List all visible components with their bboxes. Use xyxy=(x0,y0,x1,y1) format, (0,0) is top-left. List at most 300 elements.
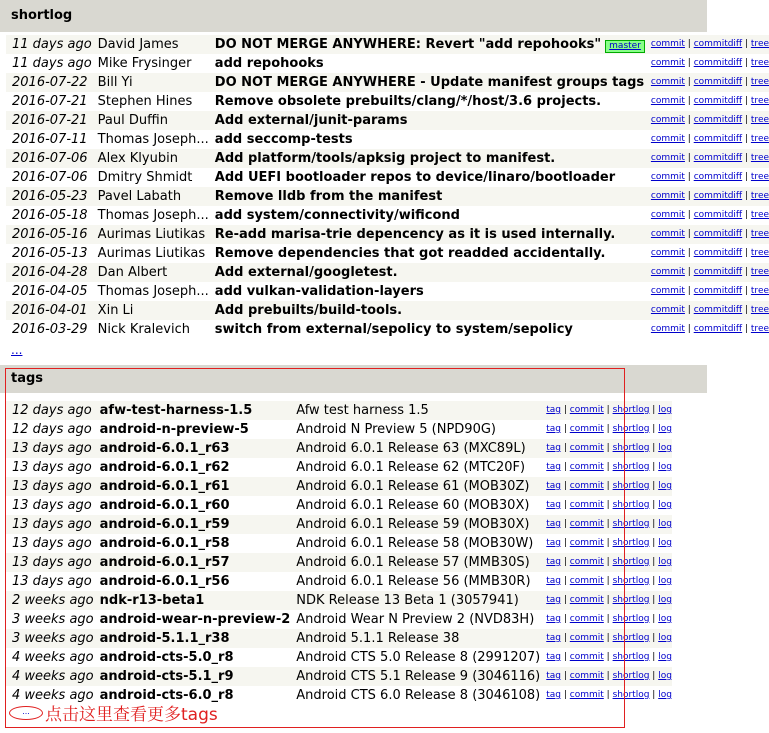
commitdiff-link[interactable]: commitdiff xyxy=(693,210,743,220)
tag-age: 13 days ago xyxy=(12,574,92,589)
tags-title[interactable]: tags xyxy=(11,371,44,386)
commit-link[interactable]: commit xyxy=(650,172,685,182)
tag-link[interactable]: tag xyxy=(546,671,562,681)
tag-comment: Android 6.0.1 Release 62 (MTC20F) xyxy=(296,460,526,475)
commit-link[interactable]: commit xyxy=(650,115,685,125)
commit-links xyxy=(645,54,769,73)
commit-links xyxy=(645,149,769,168)
link-separator: | xyxy=(684,324,694,334)
commit-subject-link[interactable]: add vulkan-validation-layers xyxy=(214,284,424,299)
tag-link[interactable]: tag xyxy=(546,424,562,434)
commit-links xyxy=(645,92,769,111)
link-separator: | xyxy=(603,633,613,643)
log-link[interactable]: log xyxy=(658,519,672,529)
link-separator: | xyxy=(561,633,570,643)
commit-link[interactable]: commit xyxy=(569,576,604,586)
shortlog-header[interactable] xyxy=(0,0,707,32)
tag-comment: Android CTS 5.1 Release 9 (3046116) xyxy=(290,667,540,686)
commit-links xyxy=(645,320,769,339)
commit-subject-link[interactable]: add repohooks xyxy=(214,56,324,71)
tag-link[interactable]: tag xyxy=(546,443,562,453)
tag-age: 13 days ago xyxy=(12,536,92,551)
link-separator: | xyxy=(742,172,751,182)
commit-links xyxy=(645,263,769,282)
tag-name-link[interactable]: android-6.0.1_r61 xyxy=(99,479,230,494)
tag-comment: Afw test harness 1.5 xyxy=(290,401,540,420)
commit-subject-link[interactable]: switch from external/sepolicy to system/sepolicy xyxy=(214,322,573,337)
tag-name-link[interactable]: android-6.0.1_r62 xyxy=(99,460,230,475)
tag-name-link[interactable]: ndk-r13-beta1 xyxy=(99,593,205,608)
tree-link[interactable]: tree xyxy=(750,324,769,334)
commit-age: 2016-07-06 xyxy=(6,149,92,168)
tag-link[interactable]: tag xyxy=(546,481,562,491)
shortlog-link[interactable]: shortlog xyxy=(612,538,650,548)
commit-age: 2016-07-11 xyxy=(12,132,88,147)
tag-name-link[interactable]: android-cts-6.0_r8 xyxy=(99,688,234,703)
commit-subject[interactable] xyxy=(209,282,645,301)
commit-subject[interactable] xyxy=(209,35,645,54)
tag-link[interactable]: tag xyxy=(546,557,562,567)
shortlog-link[interactable]: shortlog xyxy=(612,500,650,510)
commit-link[interactable]: commit xyxy=(650,153,685,163)
commit-link[interactable]: commit xyxy=(569,538,604,548)
tag-row xyxy=(6,572,672,591)
shortlog-link[interactable]: shortlog xyxy=(612,614,650,624)
shortlog-link[interactable]: shortlog xyxy=(612,633,650,643)
link-separator: | xyxy=(649,557,659,567)
commit-subject[interactable] xyxy=(209,168,645,187)
tag-name-link[interactable]: android-6.0.1_r60 xyxy=(99,498,230,513)
commit-links xyxy=(645,130,769,149)
commit-link[interactable]: commit xyxy=(650,96,685,106)
commit-author: Aurimas Liutikas xyxy=(97,246,206,261)
commitdiff-link[interactable]: commitdiff xyxy=(693,39,743,49)
link-separator: | xyxy=(649,595,659,605)
commitdiff-link[interactable]: commitdiff xyxy=(693,191,743,201)
shortlog-row xyxy=(6,244,769,263)
commit-links xyxy=(645,225,769,244)
tree-link[interactable]: tree xyxy=(750,96,769,106)
commit-subject[interactable] xyxy=(209,320,645,339)
tag-name[interactable] xyxy=(94,420,291,439)
shortlog-row xyxy=(6,168,769,187)
commit-subject-link[interactable]: Add prebuilts/build-tools. xyxy=(214,303,403,318)
tag-name-link[interactable]: android-cts-5.0_r8 xyxy=(99,650,234,665)
commit-subject[interactable] xyxy=(209,111,645,130)
commit-link[interactable]: commit xyxy=(569,424,604,434)
commit-subject[interactable] xyxy=(209,244,645,263)
log-link[interactable]: log xyxy=(658,500,672,510)
shortlog-link[interactable]: shortlog xyxy=(612,424,650,434)
commit-link[interactable]: commit xyxy=(569,443,604,453)
tag-name[interactable] xyxy=(94,458,291,477)
commit-link[interactable]: commit xyxy=(650,191,685,201)
commit-subject[interactable] xyxy=(209,263,645,282)
commit-author: Pavel Labath xyxy=(92,187,209,206)
tag-row xyxy=(6,648,672,667)
link-separator: | xyxy=(742,305,751,315)
commit-link[interactable]: commit xyxy=(650,248,685,258)
commit-link[interactable]: commit xyxy=(569,557,604,567)
commit-links xyxy=(645,111,769,130)
commit-link[interactable]: commit xyxy=(569,595,604,605)
commit-age: 2016-07-06 xyxy=(12,170,88,185)
commitdiff-link[interactable]: commitdiff xyxy=(693,286,743,296)
commit-author: Thomas Joseph... xyxy=(97,284,209,299)
tree-link[interactable]: tree xyxy=(750,248,769,258)
commitdiff-link[interactable]: commitdiff xyxy=(693,134,743,144)
tag-comment: Android 6.0.1 Release 60 (MOB30X) xyxy=(296,498,530,513)
log-link[interactable]: log xyxy=(658,614,672,624)
log-link[interactable]: log xyxy=(658,481,672,491)
link-separator: | xyxy=(684,77,694,87)
shortlog-row xyxy=(6,320,769,339)
tag-link[interactable]: tag xyxy=(546,538,562,548)
link-separator: | xyxy=(561,405,570,415)
shortlog-link[interactable]: shortlog xyxy=(612,481,650,491)
tag-comment: Android CTS 5.0 Release 8 (2991207) xyxy=(296,650,541,665)
tree-link[interactable]: tree xyxy=(750,229,769,239)
tag-age: 13 days ago xyxy=(6,553,94,572)
link-separator: | xyxy=(649,671,659,681)
link-separator: | xyxy=(684,172,694,182)
tag-row xyxy=(6,477,672,496)
tag-link[interactable]: tag xyxy=(546,462,562,472)
tag-links xyxy=(540,610,672,629)
commit-subject-link[interactable]: add seccomp-tests xyxy=(214,132,353,147)
commitdiff-link[interactable]: commitdiff xyxy=(693,172,743,182)
link-separator: | xyxy=(684,39,694,49)
commit-subject[interactable] xyxy=(209,130,645,149)
log-link[interactable]: log xyxy=(658,690,672,700)
tag-name-link[interactable]: android-cts-5.1_r9 xyxy=(99,669,234,684)
commit-link[interactable]: commit xyxy=(650,324,685,334)
tag-links xyxy=(540,477,672,496)
shortlog-row xyxy=(6,73,769,92)
link-separator: | xyxy=(561,652,570,662)
tag-name[interactable] xyxy=(94,610,291,629)
commit-subject[interactable] xyxy=(209,206,645,225)
shortlog-table xyxy=(6,35,769,339)
log-link[interactable]: log xyxy=(658,595,672,605)
commit-subject-link[interactable]: Remove dependencies that got readded accidentally. xyxy=(214,246,606,261)
shortlog-link[interactable]: shortlog xyxy=(612,671,650,681)
commit-link[interactable]: commit xyxy=(650,210,685,220)
shortlog-link[interactable]: shortlog xyxy=(612,652,650,662)
tag-link[interactable]: tag xyxy=(546,633,562,643)
link-separator: | xyxy=(561,443,570,453)
commit-author: Dmitry Shmidt xyxy=(97,170,193,185)
commit-subject-link[interactable]: Add external/junit-params xyxy=(214,113,408,128)
shortlog-link[interactable]: shortlog xyxy=(612,576,650,586)
tag-name[interactable] xyxy=(94,686,291,705)
link-separator: | xyxy=(561,671,570,681)
tag-name-link[interactable]: android-5.1.1_r38 xyxy=(99,631,230,646)
tag-name-link[interactable]: android-6.0.1_r63 xyxy=(99,441,230,456)
link-separator: | xyxy=(684,210,694,220)
commit-link[interactable]: commit xyxy=(569,614,604,624)
tag-name[interactable] xyxy=(94,477,291,496)
commitdiff-link[interactable]: commitdiff xyxy=(693,305,743,315)
tag-links xyxy=(540,667,672,686)
tag-links xyxy=(540,553,672,572)
tags-header[interactable] xyxy=(0,365,707,393)
link-separator: | xyxy=(561,557,570,567)
commit-links xyxy=(645,187,769,206)
tree-link[interactable]: tree xyxy=(750,134,769,144)
tag-age: 12 days ago xyxy=(12,422,92,437)
shortlog-row xyxy=(6,111,769,130)
tree-link[interactable]: tree xyxy=(750,172,769,182)
commit-link[interactable]: commit xyxy=(569,462,604,472)
tag-name-link[interactable]: android-6.0.1_r58 xyxy=(99,536,230,551)
shortlog-more-link[interactable]: ... xyxy=(11,343,23,357)
link-separator: | xyxy=(561,500,570,510)
link-separator: | xyxy=(684,267,694,277)
commitdiff-link[interactable]: commitdiff xyxy=(693,229,743,239)
commit-links xyxy=(645,244,769,263)
tree-link[interactable]: tree xyxy=(750,191,769,201)
tag-links xyxy=(540,534,672,553)
link-separator: | xyxy=(649,443,659,453)
link-separator: | xyxy=(742,248,751,258)
commit-age: 2016-05-23 xyxy=(6,187,92,206)
link-separator: | xyxy=(649,690,659,700)
tree-link[interactable]: tree xyxy=(750,115,769,125)
commit-link[interactable]: commit xyxy=(650,267,685,277)
link-separator: | xyxy=(684,248,694,258)
shortlog-title[interactable]: shortlog xyxy=(11,8,73,23)
link-separator: | xyxy=(603,538,613,548)
tag-name[interactable] xyxy=(94,496,291,515)
tag-name[interactable] xyxy=(94,515,291,534)
tag-link[interactable]: tag xyxy=(546,519,562,529)
tag-row xyxy=(6,610,672,629)
branch-ref-badge[interactable]: master xyxy=(605,40,645,53)
tag-name[interactable] xyxy=(94,667,291,686)
tag-name[interactable] xyxy=(94,591,291,610)
commit-subject[interactable] xyxy=(209,187,645,206)
tag-link[interactable]: tag xyxy=(546,595,562,605)
commit-subject[interactable] xyxy=(209,225,645,244)
tag-age: 13 days ago xyxy=(12,460,92,475)
tag-name[interactable] xyxy=(94,629,291,648)
log-link[interactable]: log xyxy=(658,462,672,472)
commit-age: 2016-05-13 xyxy=(12,246,88,261)
commit-link[interactable]: commit xyxy=(569,519,604,529)
tag-age: 13 days ago xyxy=(6,515,94,534)
shortlog-link[interactable]: shortlog xyxy=(612,443,650,453)
commit-links xyxy=(645,35,769,54)
commitdiff-link[interactable]: commitdiff xyxy=(693,248,743,258)
tag-link[interactable]: tag xyxy=(546,652,562,662)
shortlog-row xyxy=(6,92,769,111)
log-link[interactable]: log xyxy=(658,652,672,662)
commit-link[interactable]: commit xyxy=(650,39,685,49)
shortlog-row xyxy=(6,35,769,54)
tag-link[interactable]: tag xyxy=(546,500,562,510)
commit-subject[interactable] xyxy=(209,92,645,111)
link-separator: | xyxy=(603,690,613,700)
commitdiff-link[interactable]: commitdiff xyxy=(693,58,743,68)
commit-subject-link[interactable]: Remove lldb from the manifest xyxy=(214,189,443,204)
log-link[interactable]: log xyxy=(658,633,672,643)
shortlog-link[interactable]: shortlog xyxy=(612,557,650,567)
link-separator: | xyxy=(742,210,751,220)
commit-age: 2016-04-05 xyxy=(12,284,88,299)
tree-link[interactable]: tree xyxy=(750,58,769,68)
commit-subject-link[interactable]: Add external/googletest. xyxy=(214,265,398,280)
commit-author: Nick Kralevich xyxy=(97,322,190,337)
log-link[interactable]: log xyxy=(658,443,672,453)
more-tags-annotation-text: 点击这里查看更多tags xyxy=(45,705,218,725)
commitdiff-link[interactable]: commitdiff xyxy=(693,115,743,125)
tree-link[interactable]: tree xyxy=(750,286,769,296)
link-separator: | xyxy=(649,614,659,624)
commitdiff-link[interactable]: commitdiff xyxy=(693,96,743,106)
log-link[interactable]: log xyxy=(658,538,672,548)
link-separator: | xyxy=(742,229,751,239)
commit-age: 11 days ago xyxy=(6,35,92,54)
shortlog-link[interactable]: shortlog xyxy=(612,519,650,529)
commit-subject[interactable] xyxy=(209,301,645,320)
commitdiff-link[interactable]: commitdiff xyxy=(693,77,743,87)
commit-link[interactable]: commit xyxy=(650,305,685,315)
link-separator: | xyxy=(649,538,659,548)
tree-link[interactable]: tree xyxy=(750,77,769,87)
shortlog-link[interactable]: shortlog xyxy=(612,690,650,700)
log-link[interactable]: log xyxy=(658,405,672,415)
commit-link[interactable]: commit xyxy=(569,671,604,681)
tag-name-link[interactable]: android-wear-n-preview-2 xyxy=(99,612,291,627)
commit-subject-link[interactable]: Add UEFI bootloader repos to device/linaro/bootloader xyxy=(214,170,616,185)
tag-name-link[interactable]: android-n-preview-5 xyxy=(99,422,249,437)
shortlog-row xyxy=(6,149,769,168)
commit-subject-link[interactable]: DO NOT MERGE ANYWHERE: Revert "add repohooks" xyxy=(214,37,602,52)
commitdiff-link[interactable]: commitdiff xyxy=(693,324,743,334)
tag-links xyxy=(540,572,672,591)
commit-subject[interactable] xyxy=(209,54,645,73)
tree-link[interactable]: tree xyxy=(750,305,769,315)
shortlog-row xyxy=(6,54,769,73)
log-link[interactable]: log xyxy=(658,424,672,434)
tag-link[interactable]: tag xyxy=(546,614,562,624)
link-separator: | xyxy=(603,481,613,491)
link-separator: | xyxy=(684,58,694,68)
commit-links xyxy=(645,282,769,301)
more-tags-annotation xyxy=(9,704,218,726)
commit-link[interactable]: commit xyxy=(650,286,685,296)
commit-link[interactable]: commit xyxy=(650,229,685,239)
tag-comment: NDK Release 13 Beta 1 (3057941) xyxy=(290,591,540,610)
commit-author: Mike Frysinger xyxy=(97,56,192,71)
tag-link[interactable]: tag xyxy=(546,405,562,415)
commit-subject-link[interactable]: Add platform/tools/apksig project to manifest. xyxy=(214,151,556,166)
commit-subject[interactable] xyxy=(209,73,645,92)
commit-subject-link[interactable]: Remove obsolete prebuilts/clang/*/host/3.6 projects. xyxy=(214,94,602,109)
tag-name[interactable] xyxy=(94,401,291,420)
commit-link[interactable]: commit xyxy=(650,134,685,144)
tag-name[interactable] xyxy=(94,534,291,553)
commit-link[interactable]: commit xyxy=(650,58,685,68)
tag-name[interactable] xyxy=(94,439,291,458)
tag-comment: Android 6.0.1 Release 61 (MOB30Z) xyxy=(290,477,540,496)
log-link[interactable]: log xyxy=(658,557,672,567)
link-separator: | xyxy=(684,286,694,296)
tree-link[interactable]: tree xyxy=(750,39,769,49)
tree-link[interactable]: tree xyxy=(750,153,769,163)
commit-subject-link[interactable]: add system/connectivity/wificond xyxy=(214,208,460,223)
link-separator: | xyxy=(603,671,613,681)
link-separator: | xyxy=(684,305,694,315)
tag-age: 12 days ago xyxy=(6,401,94,420)
tag-links xyxy=(540,648,672,667)
shortlog-link[interactable]: shortlog xyxy=(612,462,650,472)
link-separator: | xyxy=(742,286,751,296)
tag-name-link[interactable]: android-6.0.1_r57 xyxy=(99,555,230,570)
tag-row xyxy=(6,591,672,610)
commit-link[interactable]: commit xyxy=(569,690,604,700)
commit-age: 2016-05-18 xyxy=(12,208,88,223)
commit-link[interactable]: commit xyxy=(569,405,604,415)
tag-name-link[interactable]: afw-test-harness-1.5 xyxy=(99,403,253,418)
link-separator: | xyxy=(649,633,659,643)
tag-age: 3 weeks ago xyxy=(12,612,94,627)
commit-link[interactable]: commit xyxy=(569,652,604,662)
commit-subject-link[interactable]: DO NOT MERGE ANYWHERE - Update manifest groups tags xyxy=(214,75,645,90)
link-separator: | xyxy=(603,614,613,624)
commit-subject-link[interactable]: Re-add marisa-trie depencency as it is used internally. xyxy=(214,227,616,242)
commit-link[interactable]: commit xyxy=(569,481,604,491)
tag-link[interactable]: tag xyxy=(546,690,562,700)
commitdiff-link[interactable]: commitdiff xyxy=(693,267,743,277)
commit-author: David James xyxy=(92,35,209,54)
commit-link[interactable]: commit xyxy=(569,633,604,643)
tag-name[interactable] xyxy=(94,572,291,591)
link-separator: | xyxy=(561,614,570,624)
log-link[interactable]: log xyxy=(658,576,672,586)
link-separator: | xyxy=(649,519,659,529)
shortlog-link[interactable]: shortlog xyxy=(612,405,650,415)
tag-row xyxy=(6,534,672,553)
commit-subject[interactable] xyxy=(209,149,645,168)
tag-links xyxy=(540,515,672,534)
commitdiff-link[interactable]: commitdiff xyxy=(693,153,743,163)
commit-link[interactable]: commit xyxy=(569,500,604,510)
tag-name-link[interactable]: android-6.0.1_r59 xyxy=(99,517,230,532)
tag-comment: Android 5.1.1 Release 38 xyxy=(290,629,540,648)
link-separator: | xyxy=(649,481,659,491)
link-separator: | xyxy=(649,576,659,586)
shortlog-row xyxy=(6,225,769,244)
shortlog-link[interactable]: shortlog xyxy=(612,595,650,605)
tag-link[interactable]: tag xyxy=(546,576,562,586)
commit-age: 2016-07-22 xyxy=(6,73,92,92)
tags-more-link[interactable]: ... xyxy=(9,706,43,720)
link-separator: | xyxy=(603,652,613,662)
tag-name-link[interactable]: android-6.0.1_r56 xyxy=(99,574,230,589)
commit-age: 2016-03-29 xyxy=(12,322,88,337)
tag-name[interactable] xyxy=(94,648,291,667)
commit-links xyxy=(645,206,769,225)
tag-links xyxy=(540,420,672,439)
commit-link[interactable]: commit xyxy=(650,77,685,87)
tree-link[interactable]: tree xyxy=(750,210,769,220)
tree-link[interactable]: tree xyxy=(750,267,769,277)
log-link[interactable]: log xyxy=(658,671,672,681)
tag-links xyxy=(540,591,672,610)
tag-name[interactable] xyxy=(94,553,291,572)
